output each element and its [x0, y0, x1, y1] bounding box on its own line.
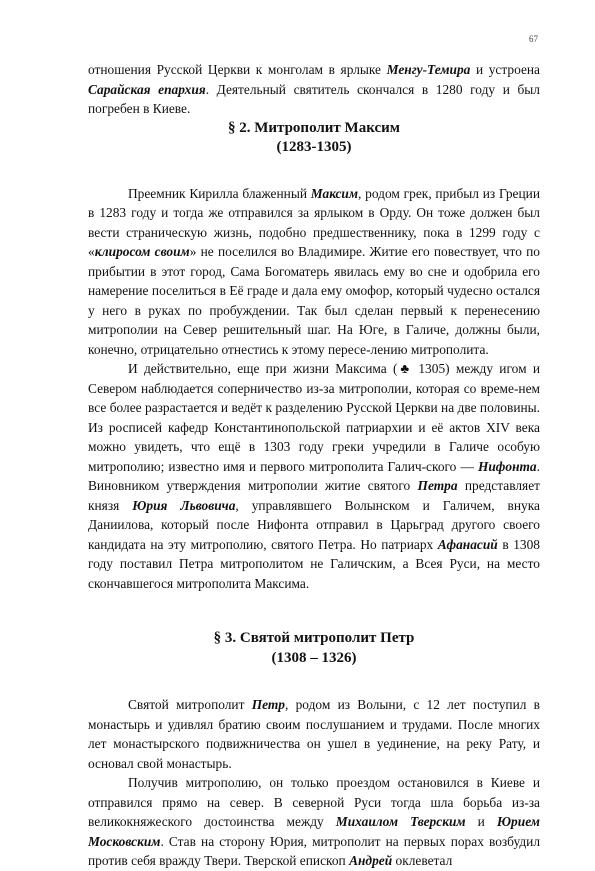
s2p2-text-3: представляет князя [88, 478, 540, 513]
s2p2-text-2: . Виновником утверждения митрополии житие святого [88, 458, 540, 493]
page-number: 67 [529, 34, 538, 44]
section-3-dates: (1308 – 1326) [271, 649, 357, 666]
section-3-title: § 3. Святой митрополит Петр [213, 630, 415, 646]
s3p1-text-1: Святой митрополит [128, 697, 252, 712]
s3p2-emph-mikhail: Михаилом Тверским [335, 814, 466, 829]
section-2-paragraph-2 [88, 359, 540, 593]
s3p2-text-2: и [465, 814, 497, 829]
s3p2-text-4: оклеветал [392, 853, 453, 868]
s2p1-text-1: Преемник Кирилла блаженный [128, 185, 311, 201]
s2p2-emph-nifont: Нифонта [477, 458, 537, 474]
intro-text-2: и устроена [470, 62, 541, 77]
s2p1-text-3: » не поселился во Владимире. Житие его повествует, что по прибытии в этот город, Сама Богоматерь явилась ему во сне и одобрила его намерение поселиться в Её граде и дала ему омофор, который чудесно остался у него в руках по пробуждении. Так был сделан первый к перенесению митрополии на Север решительный шаг. На Юге, в Галиче, должны были, конечно, отрицательно отнестись к этому пересе-лению митрополита. [88, 244, 540, 357]
s2p2-emph-petr: Петра [417, 478, 458, 493]
s2p1-text-2: , родом грек, прибыл из Греции в 1283 году и тогда же отправился за ярлыком в Орду. Он тоже должен был вести страническую жизнь, подобно предшественнику, пока в 1299 году с « [88, 185, 540, 259]
s2p2-text-1: И действительно, еще при жизни Максима (♣ 1305) между игом и Севером наблюдается соперничество из-за митрополии, которая со време-нем все более разрастается и ведёт к разделению Русской Церкви на две половины. Из росписей кафедр Константинопольской патриархии и её актов XIV века можно увидеть, что ещё в 1303 году греки учредили в Галиче особую митрополию; известно имя и первого митрополита Галич-ского — [88, 361, 540, 474]
s3p2-text-1: Получив митрополию, он только проездом остановился в Киеве и отправился прямо на север. В северной Руси тогда шла борьба из-за великокняжеского достоинства между [88, 775, 540, 829]
s2p2-emph-afanasy: Афанасий [437, 536, 498, 552]
s3p2-emph-yuri: Юрием Московским [88, 814, 540, 849]
intro-text-3: . Деятельный святитель скончался в 1280 году и был погребен в Киеве. [88, 81, 540, 116]
s3p2-text-3: . Став на сторону Юрия, митрополит на первых порах возбудил против себя вражду Твери. Тверской епископ [88, 833, 540, 868]
s2p1-emph-kliros: клиросом своим [94, 244, 190, 259]
s3p2-emph-andrei: Андрей [349, 853, 393, 868]
intro-emph-sarai-eparchy: Сарайская епархия [88, 81, 206, 97]
text-column [88, 60, 540, 871]
section-3-paragraph-2 [88, 773, 540, 871]
section-2-paragraph-1 [88, 184, 540, 360]
section-2-title: § 2. Митрополит Максим [227, 119, 400, 136]
s2p2-emph-yuri-lvovich: Юрия Львовича [132, 497, 236, 513]
section-2-dates: (1283-1305) [276, 139, 352, 155]
intro-paragraph [88, 60, 540, 119]
s2p2-text-4: , управлявшего Волынском и Галичем, внука Даниилова, который после Нифонта отправил в Царьград другого своего кандидата на эту митрополию, святого Петра. Но патриарх [88, 497, 540, 552]
s2p1-emph-maxim: Максим [310, 185, 359, 201]
section-3-paragraph-1 [88, 695, 540, 773]
intro-emph-menggu-temir: Менгу-Темира [386, 62, 471, 77]
s2p2-text-5: в 1308 году поставил Петра митрополитом не Галичским, а Всея Руси, на место скончавшегося митрополита Максима. [88, 536, 540, 591]
intro-text-1: отношения Русской Церкви к монголам в ярлыке [88, 62, 387, 77]
s3p1-emph-petr: Петр [251, 697, 285, 712]
s3p1-text-2: , родом из Волыни, с 12 лет поступил в монастырь и удивлял братию своим послушанием и трудами. После многих лет монастырского подвижничества он ушел в уединение, на реку Рату, и основал свой монастырь. [88, 697, 540, 771]
